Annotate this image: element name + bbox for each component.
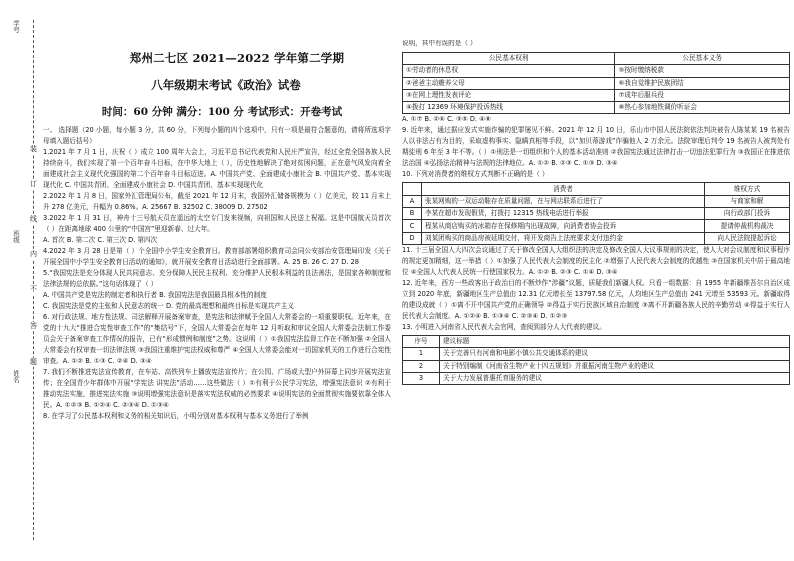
table-cell: C	[403, 220, 422, 232]
table-row	[403, 77, 790, 89]
table-cell: 向人民法院提起诉讼	[705, 232, 790, 244]
question-5-option-cd: C. 我国宪法是党的主张和人民意志的统一 D. 党的最高理想和最终目标是实现共产主义	[43, 302, 294, 310]
table-row	[403, 372, 790, 384]
table-header-row	[403, 183, 790, 195]
table-cell: 张某网购的一双运动鞋存在质量问题，在与网店联系后进行了	[422, 195, 705, 207]
seal-char: 线	[30, 215, 37, 223]
table-cell: 程某从商店购买的冰箱存在保修期内出现故障，向消费者协会投诉	[422, 220, 705, 232]
exam-info-line: 时间：60 分钟 满分：100 分 考试形式：开卷考试	[101, 106, 343, 118]
table-cell: ②爸爸主动赡养父母	[403, 77, 615, 89]
question-11: 11. 十三届全国人大四次会议通过了关于修改全国人大组织法的决定及修改全国人大议事规则的决定，使人大对会议制度和议事程序的规定更加精细，这一举措（ ）①加强了人民代表大会制度的民主化 ②增强了人民代表大会制度的优越性 ③在国家机关中居于最高地位 ④全国人大代表人民统一行使国家权力。A. ①② B. ②③ C. ①④ D. ③④	[402, 245, 790, 276]
table-row	[403, 348, 790, 360]
question-2: 2.2022 年 1 月 8 日，国家外汇管理局公布，截至 2021 年 12 月末，我国外汇储备规模为（ ）亿美元，较 11 月末上升 278 亿美元，升幅为 0.86%。A. 25667 B. 32502 C. 38009 D. 27502	[43, 192, 391, 211]
question-4: 4.2022 年 3 月 28 日是第（ ）个全国中小学生安全教育日。教育部部署组织教育司会同公安部治安管理局印发《关于开展全国中小学生安全教育日活动的通知》，就开展安全教育日活动进行全面部署。A. 25 B. 26 C. 27 D. 28	[43, 247, 391, 266]
table-row	[403, 232, 790, 244]
question-8: 8. 在学习了公民基本权利和义务的相关知识后，小明分别对基本权利与基本义务进行了举例	[43, 412, 309, 420]
seal-char: 答	[30, 322, 37, 330]
table-cell: A	[403, 195, 422, 207]
table-row	[403, 360, 790, 372]
question-9: 9. 近年来，通过据应发式实施诈骗的犯罪屡见不鲜。2021 年 12 月 10 日，乐山市中国人民法院依法判决被告人陈某某 19 名被告人以非法占有为目的，采取虚构事实、隐瞒真相等手段，以“加贝蒂游戏”诈骗他人 2 万余元。法院审理后判令 19 名被告人被判处有期徒刑 6 年至 3 年不等。（ ）①刑法是一切组织和个人的基本活动准则 ②我国宪法通过法律打击一切违法犯罪行为 ③我国正在推进依法治国 ④弘扬法治精神与法规的法律地位。A. ①② B. ②③ C. ①③ D. ③④	[402, 126, 790, 168]
question-13: 13. 小明进入河南省人民代表大会官网，查阅到部分人大代表的建议。	[402, 322, 606, 331]
table-row	[403, 195, 790, 207]
table-cell: 刘某团购买的商品房被延期交付，将开发商告上法庭要求支付违约金	[422, 232, 705, 244]
seal-char: 题	[30, 358, 37, 366]
seal-char: 订	[30, 180, 37, 188]
suggestions-table	[402, 335, 790, 385]
table-header-row	[403, 335, 790, 347]
table-cell: 提请仲裁机构裁决	[705, 220, 790, 232]
table-cell: B	[403, 208, 422, 220]
rights-duties-table	[402, 52, 790, 114]
table-cell: 向行政部门投诉	[705, 208, 790, 220]
table-header-row	[403, 53, 790, 65]
table-cell: D	[403, 232, 422, 244]
section-instructions: 一、 选择题（20 小题，每小题 3 分，共 60 分，下列每小题的四个选项中，只有一项是最符合题意的，请将所选项字母填入题后括号）	[43, 126, 391, 145]
question-3-options: A. 首次 B. 第二次 C. 第三次 D. 第四次	[43, 236, 158, 244]
table-cell: ⑥我自觉维护民族团结	[615, 77, 790, 89]
table-cell: 与商家和解	[705, 195, 790, 207]
table-row	[403, 208, 790, 220]
name-label: 姓名	[12, 370, 20, 383]
table-cell: ③在网上理性发表评论	[403, 89, 615, 101]
seal-char: 不	[30, 285, 37, 293]
seal-char: 内	[30, 250, 37, 258]
class-label: 班级	[12, 230, 20, 243]
table-header: 消费者	[422, 183, 705, 195]
table-header: 建议标题	[440, 335, 790, 347]
table-cell: ①劳动者的休息权	[403, 65, 615, 77]
table-cell: ④拨打 12369 环境保护投诉热线	[403, 102, 615, 114]
right-column	[402, 40, 790, 560]
table-cell: ⑤按时缴纳税款	[615, 65, 790, 77]
table-row	[403, 65, 790, 77]
question-5: 5.“我国宪法是充分体现人民共同意志、充分保障人民民主权利、充分维护人民根本利益的良法善法，是国家各种制度和法律法规的总依据。”这句话体现了（ ）	[43, 269, 391, 288]
table-header: 维权方式	[705, 183, 790, 195]
table-cell: 3	[403, 372, 440, 384]
table-cell: 关于大力发展普惠托育服务的建议	[440, 372, 790, 384]
table-cell: 关于特别编制《河南省生物产业十四五规划》并重振河南生物产业的建议	[440, 360, 790, 372]
table-header: 序号	[403, 335, 440, 347]
table-cell: ⑧热心参加地铁调价听证会	[615, 102, 790, 114]
exam-title-line1: 郑州二七区 2021—2022 学年第二学期	[129, 51, 345, 65]
binding-dashed-line	[33, 20, 34, 540]
table-cell: 2	[403, 360, 440, 372]
table-header: 公民基本义务	[615, 53, 790, 65]
question-6: 6. 对行政法规、地方性法规、司法解释开展备案审查，是宪法和法律赋予全国人大常委会的一项重要职权。近年来，在党的十九大“推进合宪性审查工作”的“集结号”下，全国人大常委会在每年 12 月听取和审议全国人大常委会法制工作委员会关于备案审查工作情况的报告，已有“形成惯例和制度”之势。这说明（ ）①我国宪法监督工作在不断加强 ②全国人大常委会有权审查一切法律法规 ③我国注重维护宪法权威和尊严 ④全国人大常委会能对一切国家机关的工作进行合宪性审查。A. ①② B. ①③ C. ②④ D. ③④	[43, 313, 391, 365]
question-8-options: A. ①⑦ B. ②⑥ C. ③⑤ D. ④⑧	[402, 115, 491, 124]
question-3: 3.2022 年 1 月 31 日，神舟十三号航天员在遥远的太空专门发来视频，向祖国和人民送上祝福。这是中国航天员首次（ ）在距离地球 400 公里的“中国宫”里迎新春、过大年。	[43, 214, 391, 233]
table-header: 公民基本权利	[403, 53, 615, 65]
table-header	[403, 183, 422, 195]
table-cell: ⑦成年后服兵役	[615, 89, 790, 101]
table-cell: 关于完善只有河南和电影小镇公共交通体系的建议	[440, 348, 790, 360]
table-row	[403, 220, 790, 232]
question-8-tail: 说明，其中有误的是（ ）	[402, 40, 477, 47]
binding-margin	[0, 0, 44, 561]
table-row	[403, 102, 790, 114]
consumer-rights-table	[402, 182, 790, 244]
student-id-label: 学号	[12, 20, 20, 33]
table-cell: 李某在超市发现假货，打拨打 12315 热线电话进行举报	[422, 208, 705, 220]
exam-title-line2: 八年级期末考试《政治》试卷	[151, 78, 301, 92]
left-column	[43, 42, 391, 557]
table-row	[403, 89, 790, 101]
question-1: 1.2021 年 7 月 1 日，庆祝（ ）成立 100 周年大会上，习近平总书记代表党和人民庄严宣告，经过全党全国各族人民持续奋斗，我们实现了第一个百年奋斗目标，在中华大地上（ ），历史性地解决了绝对贫困问题，正在意气风发向着全面建成社会主义现代化强国的第二个百年奋斗目标迈进。A. 中国共产党、全面建成小康社会 B. 中国共产党、基本实现现代化 C. 中国共青团、全面建成小康社会 D. 中国共青团、基本实现现代化	[43, 148, 391, 189]
question-12: 12. 近年来，西方一些政客出于政治目的不断炒作“涉疆”议题，质疑我们新疆人权。只看一组数据：自 1955 年新疆维吾尔自治区成立到 2020 年底，新疆地区生产总值由 12.31 亿元增长至 13797.58 亿元，人均地区生产总值由 241 元增至 53593 元。新疆取得的建设成就（ ）①离不开中国共产党的正确领导 ②得益于实行民族区域自治制度 ③离不开新疆各族人民的辛勤劳动 ④得益于实行人民代表大会制度。A. ①②④ B. ①③④ C. ②③④ D. ①②③	[402, 278, 790, 320]
question-5-option-ab: A. 中国共产党是宪法的制定者和执行者 B. 我国宪法是我国最具根本性的制度	[43, 291, 267, 299]
table-cell: 1	[403, 348, 440, 360]
question-10: 10. 下列对消费者的维权方式判断不正确的是（ ）	[402, 170, 549, 179]
seal-char: 装	[30, 145, 37, 153]
question-7: 7. 我们不断推进宪法宣传教育，在车站、高铁列车上播放宪法宣传片；在公园、广场或大型户外屏幕上同步开展宪法宣传；在全国青少年群体中开展“学宪法 讲宪法”活动……这些做法（ ）①有利于公民学习宪法，增强宪法意识 ②有利于推动宪法实施，推进宪法实施 ③说明增强宪法意识是落实宪法权威的必然要求 ④说明宪法的全面贯彻实施要依靠全体人民。A. ①②③ B. ①②④ C. ②③④ D. ①③④	[43, 368, 391, 409]
